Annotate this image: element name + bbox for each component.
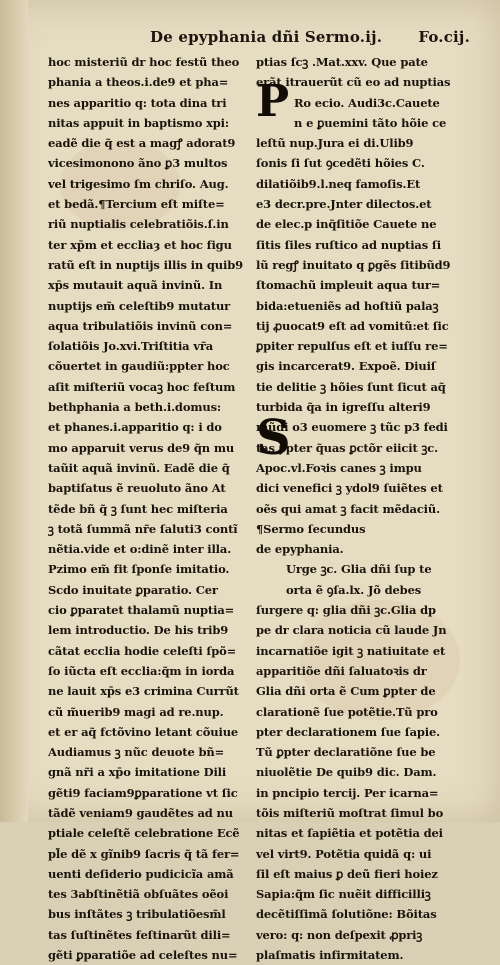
text-line: nitas appuit in baptismo xpi: <box>48 115 229 130</box>
text-line: dilatiõib9.l.neq famoſis.Et <box>256 176 421 191</box>
text-line: gnã nr̃i a xp̄o imitatione Dili <box>48 765 227 780</box>
text-line: cio ꝑparatet thalamũ nuptia= <box>48 603 235 618</box>
text-line: lem introductio. De his trib9 <box>48 623 229 638</box>
text-line: eadẽ die q̃ est a magꝭ adorat9 <box>48 136 236 151</box>
text-line: de epyphania. <box>256 542 344 557</box>
text-line: ſo iũcta eſt ecclia:q̃m in iorda <box>48 663 235 678</box>
text-line: Tũ ꝑpter declaratiõne ſue be <box>256 745 436 760</box>
text-line: Sapia:q̃m ſic nuẽit difficilliꝫ <box>256 887 431 902</box>
text-line: cõuertet in gaudiũ:ppter hoc <box>48 359 230 374</box>
text-line: nẽtia.vide et o:dinẽ inter illa. <box>48 542 232 557</box>
text-line: vel trigesimo ſm chriſo. Aug. <box>48 176 229 191</box>
text-line: niuolẽtie De quib9 dic. Dam. <box>256 765 437 780</box>
text-line: aſit miſteriũ vocaꝫ hoc feſtum <box>48 379 236 394</box>
text-line: de elec.p inq̃ſitiõe Cauete ne <box>256 217 437 232</box>
text-line: ſurgere q: glia dñi ꝫc.Glia dp <box>256 603 436 618</box>
text-line: ne lauit xp̄s e3 crimina Currũt <box>48 684 239 699</box>
text-line: phania a theos.i.de9 et pha= <box>48 75 229 90</box>
text-line: pter declarationem ſue ſapie. <box>256 724 441 739</box>
text-line: ſitis ſiles ruſtico ad nuptias ſi <box>256 237 441 252</box>
text-line: mũdi o3 euomere ꝫ tũc p3 fedi <box>256 420 448 435</box>
text-line: erãt itrauerũt cũ eo ad nuptias <box>256 75 451 90</box>
text-line: vicesimonono ãno ꝑ3 multos <box>48 156 228 171</box>
text-line: ptiale celeſtẽ celebratione Ecẽ <box>48 826 240 841</box>
text-line: xp̄s mutauit aquã invinũ. In <box>48 278 223 293</box>
text-line: tij ꝓuocat9 eſt ad vomitũ:et ſic <box>256 318 449 333</box>
running-header <box>150 28 470 52</box>
text-line: aqua tribulatiõis invinũ con= <box>48 318 233 333</box>
text-line: ꝫ totã ſummã nr̃e ſaluti3 contĩ <box>48 521 238 536</box>
text-line: incarnatiõe igit ꝫ natiuitate et <box>256 643 446 658</box>
text-line: bethphania a beth.i.domus: <box>48 400 221 415</box>
text-line: plaſmatis infirmitatem. <box>256 948 404 963</box>
text-line: ſtomachũ impleuit aqua tur= <box>256 278 441 293</box>
text-line: decẽtiſſimã ſolutiõne: Bõitas <box>256 907 437 922</box>
text-line: Audiamus ꝫ nũc deuote bñ= <box>48 745 225 760</box>
text-line: riũ nuptialis celebratiõis.ſ.in <box>48 217 229 232</box>
right-text-column <box>256 52 474 965</box>
text-line: pl̃e dẽ x gĩnib9 ſacris q̃ tã fer= <box>48 846 240 861</box>
text-line: ſonis ſi ſut ꝯcedẽti hõies C. <box>256 156 425 171</box>
text-line: tẽde bñ q̃ ꝫ ſunt hec miſteria <box>48 501 228 516</box>
text-line: clarationẽ ſue potẽtie.Tũ pro <box>256 704 438 719</box>
text-line: tie delitie ꝫ hõies ſunt ſicut aq̃ <box>256 379 446 394</box>
running-title: De epyphania dñi Sermo.ij. <box>150 28 383 46</box>
text-line: n e ꝑuemini tãto hõie ce <box>294 115 447 130</box>
text-line: gẽti ꝑparatiõe ad celeſtes nu= <box>48 948 238 963</box>
text-line: mo apparuit verus de9 q̃n mu <box>48 440 235 455</box>
text-line: Pzimo em̃ fit ſponſe imitatio. <box>48 562 230 577</box>
text-line: ¶Sermo ſecundus <box>256 521 366 536</box>
text-line: Urge ꝫc. Glia dñi ſup te <box>286 562 432 577</box>
text-line: baptiſatus ẽ reuoluto ãno At <box>48 481 226 496</box>
text-line: ꝑpiter repulſus eſt et iuſſu re= <box>256 339 448 354</box>
folio-number: Fo.cij. <box>418 28 470 46</box>
text-line: et phanes.i.apparitio q: i do <box>48 420 222 435</box>
text-line: ſolatiõis Jo.xvi.Triſtitia vr̃a <box>48 339 214 354</box>
text-line: gis incarcerat9. Expoẽ. Diuiſ <box>256 359 436 374</box>
text-line: bida:etueniẽs ad hoſtiũ palaꝫ <box>256 298 439 313</box>
text-line: bus inſtãtes ꝫ tribulatiõesm̃l <box>48 907 226 922</box>
text-line: cũ m̃uerib9 magi ad re.nup. <box>48 704 224 719</box>
text-line: tõis miſteriũ moſtrat ſimul bo <box>256 805 444 820</box>
text-line: ter xp̄m et eccliaȝ et hoc figu <box>48 237 232 252</box>
text-line: vero: q: non deſpexit ꝓpriꝫ <box>256 927 423 942</box>
text-line: tas ſuſtinẽtes feſtinarũt dili= <box>48 927 231 942</box>
text-line: uenti deſiderio pudicicĩa amã <box>48 866 234 881</box>
text-line: taũit aquã invinũ. Eadẽ die q̃ <box>48 460 230 475</box>
drop-cap-p: P <box>256 76 290 127</box>
text-line: oẽs qui amat ꝫ facit mẽdaciũ. <box>256 501 440 516</box>
text-line: nitas et ſapiẽtia et potẽtia dei <box>256 826 443 841</box>
text-line: Scdo inuitate ꝑparatio. Cer <box>48 582 218 597</box>
drop-cap-s: S <box>256 410 291 466</box>
text-line: vel virt9. Potẽtia quidã q: ui <box>256 846 432 861</box>
text-line: hoc misteriũ dr hoc festũ theo <box>48 55 240 69</box>
text-line: gẽti9 faciam9ꝑparatione vt ſic <box>48 785 238 800</box>
text-line: et er aq̃ fctõvino letant cõuiue <box>48 724 239 739</box>
text-line: et bedã.¶Tercium eſt miſte= <box>48 197 225 212</box>
text-line: tas ꝑpter q̃uas ꝑctõr eiicit ꝫc. <box>256 440 438 455</box>
text-line: cãtat ecclia hodie celeſti ſpõ= <box>48 643 237 658</box>
text-line: tes 3abſtinẽtiã obſuãtes oẽoi <box>48 887 229 902</box>
text-line: lũ regꝭ inuitato q ꝑgẽs ſitibũd9 <box>256 257 451 272</box>
left-text-column <box>48 52 256 965</box>
text-line: Glia dñi orta ẽ Cum ꝑpter de <box>256 684 436 699</box>
text-line: leſtũ nup.Jura ei di.Ulib9 <box>256 136 414 151</box>
text-line: ſil eſt maius ꝑ deũ fieri hoiez <box>256 866 438 881</box>
text-line: ratũ eſt in nuptijs illis in quib9 <box>48 257 243 272</box>
text-line: ptias ſcꝫ .Mat.xxv. Que pate <box>256 55 428 69</box>
binding-gutter <box>0 0 28 822</box>
text-line: in pncipio tercij. Per icarna= <box>256 785 439 800</box>
text-line: nuptijs em̃ celeſtib9 mutatur <box>48 298 231 313</box>
text-line: Apoc.vl.Foꝛis canes ꝫ impu <box>256 460 422 475</box>
text-line: turbida q̃a in igreſſu alteri9 <box>256 400 431 415</box>
text-line: nes apparitio q: tota dina tri <box>48 95 227 110</box>
text-line: pe dr clara noticia cũ laude Jn <box>256 623 447 638</box>
text-line: tãdẽ veniam9 gaudẽtes ad nu <box>48 805 233 820</box>
text-line: Ro ecio. Audi3c.Cauete <box>294 95 440 110</box>
text-line: apparitiõe dñi ſaluatoꝛis dr <box>256 663 427 678</box>
text-line: dici venefici ꝫ ydol9 ſuiẽtes et <box>256 481 443 496</box>
text-line: e3 decr.pre.Jnter dilectos.et <box>256 197 432 212</box>
text-line: orta ẽ ꝯſa.lx. Jõ debes <box>286 582 422 597</box>
